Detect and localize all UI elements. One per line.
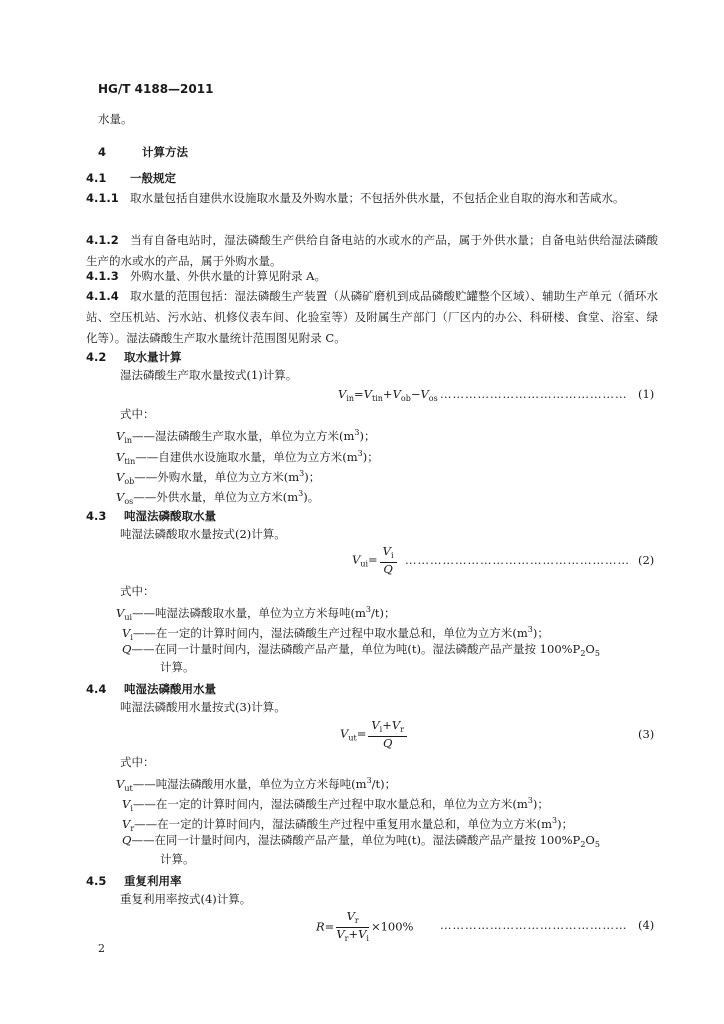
section-4-4-intro: 吨湿法磷酸用水量按式(3)计算。 [120,700,286,714]
where-label-2: 式中： [120,584,155,598]
section-4-3-heading: 4.3 吨湿法磷酸取水量 [86,509,216,523]
section-4-4-heading: 4.4 吨湿法磷酸用水量 [86,682,216,696]
equation-2: $V_{ui}=$ $\frac{V_i}{Q}$ [352,545,399,576]
equation-4: R= $\frac{V_r}{V_r+V_i}$ ×100% [316,909,414,943]
definition-q: Q——在同一计量时间内，湿法磷酸产品产量，单位为吨(t)。湿法磷酸产品产量按 $100\%P_2O_5$ [122,642,600,658]
definition-vr: $V_r——$在一定的计算时间内，湿法磷酸生产过程中重复用水量总和，单位为立方米$(m^3)$； [122,816,574,833]
clause-4-1-2: 4.1.2 当有自备电站时，湿法磷酸生产供给自备电站的水或水的产品，属于外供水量；自备电站供给湿法磷酸生产的水或水的产品，属于外购水量。 [86,233,658,268]
section-4-5-intro: 重复利用率按式(4)计算。 [120,892,252,906]
definition-q-2-cont: 计算。 [160,852,195,866]
definition-vin: $V_{in}——$湿法磷酸生产取水量，单位为立方米$(m^3)$； [116,428,376,445]
clause-4-1-1: 4.1.1 取水量包括自建供水设施取水量及外购水量；不包括外供水量，不包括企业自取的海水和苦咸水。 [86,191,625,205]
where-label: 式中： [120,407,155,421]
clause-4-1-4: 4.1.4 取水量的范围包括：湿法磷酸生产装置（从磷矿磨机到成品磷酸贮罐整个区域）、辅助生产单元（循环水站、空压机站、污水站、机修仪表车间、化验室等）及附属生产部门（厂区内的办公、科研楼、食堂、浴室、绿化等）。湿法磷酸生产取水量统计范围图见附录 C。 [86,289,658,345]
section-4-heading: 4 计算方法 [98,145,188,159]
where-label-3: 式中： [120,755,155,769]
page-number: 2 [98,942,105,955]
continued-text: 水量。 [98,112,133,126]
definition-vos: $V_{os}——$外供水量，单位为立方米$(m^3)$。 [116,489,320,506]
standard-code: HG/T 4188—2011 [98,82,214,96]
section-4-1-heading: 4.1 一般规定 [86,171,176,185]
equation-1-leader: ……………………………………… [440,387,628,401]
equation-3-number: (3) [638,727,655,741]
equation-3: $V_{ut}=$ $\frac{V_i+V_r}{Q}$ [340,719,409,750]
definition-vob: $V_{ob}——$外购水量，单位为立方米$(m^3)$； [116,469,321,486]
equation-2-leader: ……………………………………………… [405,553,630,567]
definition-vui: $V_{ui}——$吨湿法磷酸取水量，单位为立方米每吨$(m^3/t)$； [116,605,396,622]
equation-2-number: (2) [638,553,655,567]
definition-q-2: Q——在同一计量时间内，湿法磷酸产品产量，单位为吨(t)。湿法磷酸产品产量按 $100\%P_2O_5$ [122,833,600,849]
definition-vi-2: $V_i——$在一定的计算时间内，湿法磷酸生产过程中取水量总和，单位为立方米$(m^3)$； [122,796,549,813]
definition-vtin: $V_{tin}——$自建供水设施取水量，单位为立方米$(m^3)$； [116,449,379,466]
equation-4-number: (4) [638,918,655,932]
section-4-3-intro: 吨湿法磷酸取水量按式(2)计算。 [120,527,286,541]
equation-4-leader: ……………………………………… [440,918,628,932]
section-4-2-heading: 4.2 取水量计算 [86,350,182,364]
equation-1: $V_{in}=V_{tin}+V_{ob}-V_{os}$ [338,387,438,403]
definition-q-cont: 计算。 [160,660,195,674]
section-4-2-intro: 湿法磷酸生产取水量按式(1)计算。 [120,368,298,382]
definition-vi: $V_i——$在一定的计算时间内，湿法磷酸生产过程中取水量总和，单位为立方米$(m^3)$； [122,625,549,642]
equation-1-number: (1) [638,387,655,401]
definition-vut: $V_{ut}——$吨湿法磷酸用水量，单位为立方米每吨$(m^3/t)$； [116,776,397,793]
clause-4-1-3: 4.1.3 外购水量、外供水量的计算见附录 A。 [86,269,326,283]
section-4-5-heading: 4.5 重复利用率 [86,874,182,888]
